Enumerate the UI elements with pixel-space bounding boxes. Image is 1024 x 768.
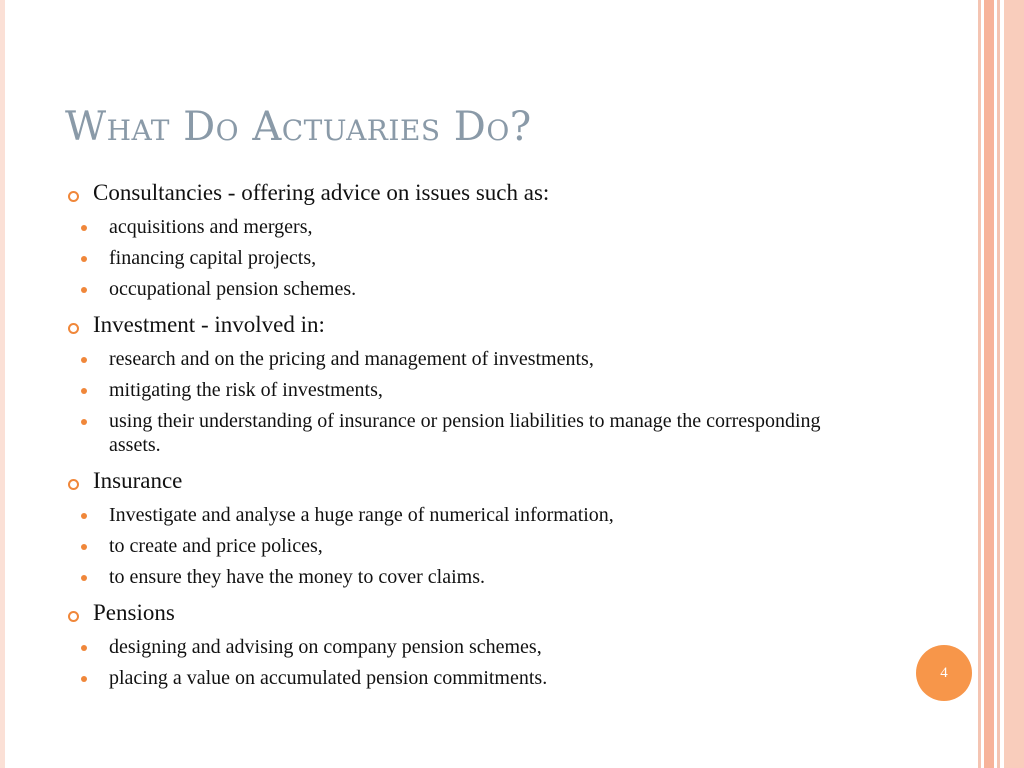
dot-bullet-icon <box>81 388 87 394</box>
list-item <box>43 534 948 558</box>
ring-bullet-icon <box>68 191 79 202</box>
right-stripe-decoration <box>978 0 981 768</box>
list-item-text: to create and price polices, <box>109 535 323 557</box>
list-item <box>43 347 948 371</box>
list-item <box>43 666 948 690</box>
left-edge-decoration <box>0 0 5 768</box>
ring-bullet-icon <box>68 323 79 334</box>
list-item <box>43 378 948 402</box>
dot-bullet-icon <box>81 513 87 519</box>
ring-bullet-icon <box>68 611 79 622</box>
list-item <box>43 565 948 589</box>
section-heading: Consultancies - offering advice on issues such as: <box>93 180 550 205</box>
dot-bullet-icon <box>81 544 87 550</box>
section-pensions <box>68 598 948 628</box>
list-item-text: acquisitions and mergers, <box>109 216 313 238</box>
ring-bullet-icon <box>68 479 79 490</box>
dot-bullet-icon <box>81 287 87 293</box>
dot-bullet-icon <box>81 419 87 425</box>
list-item <box>43 503 948 527</box>
right-stripe-decoration <box>1004 0 1024 768</box>
dot-bullet-icon <box>81 676 87 682</box>
list-item <box>43 246 948 270</box>
list-item <box>43 277 948 301</box>
right-stripe-decoration <box>984 0 994 768</box>
list-item-text: placing a value on accumulated pension commitments. <box>109 667 548 689</box>
page-number: 4 <box>940 664 948 681</box>
section-heading: Investment - involved in: <box>93 312 325 337</box>
list-item-text: mitigating the risk of investments, <box>109 379 383 401</box>
section-insurance <box>68 466 948 496</box>
slide-body <box>68 178 948 690</box>
section-heading: Pensions <box>93 600 175 625</box>
dot-bullet-icon <box>81 575 87 581</box>
list-item-text: using their understanding of insurance or pension liabilities to manage the corresponding assets. <box>109 410 821 456</box>
page-number-badge <box>916 645 972 701</box>
dot-bullet-icon <box>81 357 87 363</box>
list-item-text: Investigate and analyse a huge range of numerical information, <box>109 504 614 526</box>
slide-title: What Do Actuaries Do? <box>65 104 532 150</box>
list-item-text: occupational pension schemes. <box>109 278 357 300</box>
section-consultancies <box>68 178 948 208</box>
list-item-text: research and on the pricing and management of investments, <box>109 348 594 370</box>
list-item-text: designing and advising on company pension schemes, <box>109 636 542 658</box>
list-item-text: to ensure they have the money to cover claims. <box>109 566 485 588</box>
section-heading: Insurance <box>93 468 183 493</box>
dot-bullet-icon <box>81 225 87 231</box>
right-stripe-decoration <box>997 0 1000 768</box>
dot-bullet-icon <box>81 645 87 651</box>
list-item <box>43 215 948 239</box>
list-item <box>43 635 948 659</box>
list-item-text: financing capital projects, <box>109 247 317 269</box>
list-item <box>43 409 948 457</box>
dot-bullet-icon <box>81 256 87 262</box>
section-investment <box>68 310 948 340</box>
